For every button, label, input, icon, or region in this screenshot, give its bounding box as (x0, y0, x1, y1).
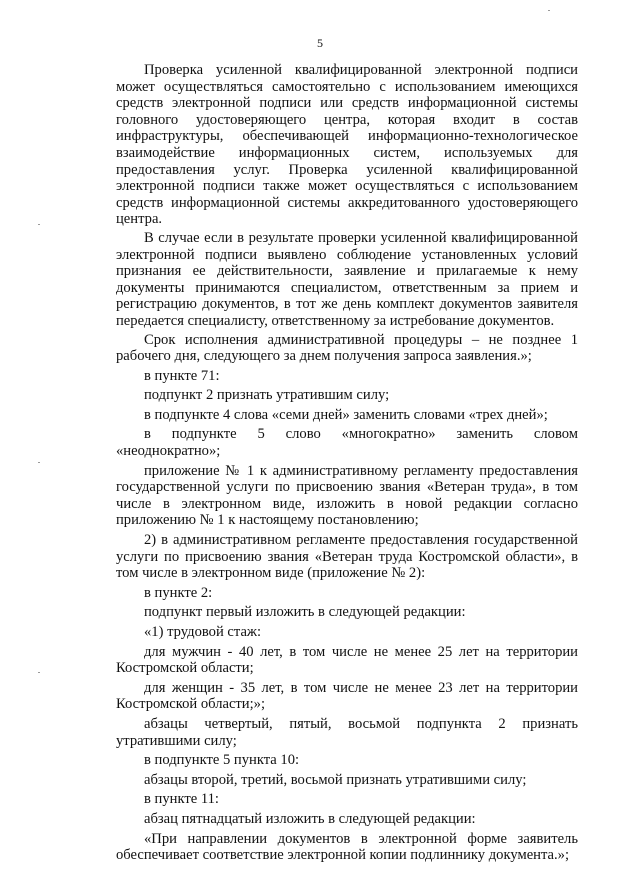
paragraph-abzac-15: абзац пятнадцатый изложить в следующей редакции: (144, 810, 476, 827)
paragraph-subclause-5-clause-10: в подпункте 5 пункта 10: (144, 752, 300, 769)
paragraph-clause-11: в пункте 11: (144, 791, 219, 808)
paragraph-subclause-first: подпункт первый изложить в следующей редакции: (144, 604, 466, 621)
paragraph-electronic-documents: «При направлении документов в электронной форме заявитель обеспечивает соответствие электронной копии подлиннику документа.»; (116, 830, 578, 864)
paragraph-appendix-1: приложение № 1 к административному регламенту предоставления государственной услуги по присвоению звания «Ветеран труда», в том числе в электронном виде, изложить в новой редакции согласно приложению № 1 к настоящему постановлению; (116, 462, 578, 529)
paragraph-signature-verification: Проверка усиленной квалифицированной электронной подписи может осуществляться самостоятельно с использованием имеющихся средств электронной подписи или средств информационной системы головного удостоверяющего центра, которая входит в состав инфраструктуры, обеспечивающей информационно-технологическое взаимодействие информационных систем, используемых для предоставления услуг. Проверка усиленной квалифицированной электронной подписи также может осуществляться с использованием средств информационной системы аккредитованного удостоверяющего центра. (116, 62, 578, 228)
paragraph-procedure-deadline: Срок исполнения административной процедуры – не позднее 1 рабочего дня, следующего за днем получения запроса заявления.»; (116, 331, 578, 365)
scan-speck (38, 462, 40, 463)
paragraph-work-experience: «1) трудовой стаж: (144, 624, 262, 640)
paragraph-abzacy-void: абзацы четвертый, пятый, восьмой подпункта 2 признать утратившими силу; (116, 715, 578, 749)
page-number: 5 (317, 36, 323, 50)
scan-speck (548, 10, 550, 11)
paragraph-clause-2: в пункте 2: (144, 584, 213, 601)
scan-speck (38, 672, 40, 673)
paragraph-subclause-4-replace: в подпункте 4 слова «семи дней» заменить словами «трех дней»; (144, 406, 548, 423)
paragraph-subclause-5-replace: в подпункте 5 слово «многократно» заменить словом «неоднократно»; (116, 426, 578, 460)
paragraph-abzacy-second-third: абзацы второй, третий, восьмой признать утратившими силу; (144, 771, 527, 788)
document-body (116, 62, 578, 864)
scan-speck (38, 224, 40, 225)
paragraph-clause-71: в пункте 71: (144, 367, 220, 384)
paragraph-subclause-2-void: подпункт 2 признать утратившим силу; (144, 387, 390, 404)
paragraph-men-experience: для мужчин - 40 лет, в том числе не менее 25 лет на территории Костромской области; (116, 643, 578, 677)
paragraph-verification-result: В случае если в результате проверки усиленной квалифицированной электронной подписи выявлено соблюдение установленных условий признания ее действительности, заявление и прилагаемые к нему документы принимаются специалистом, ответственным за прием и регистрацию документов, в тот же день комплект документов заявителя передается специалисту, ответственному за истребование документов. (116, 229, 578, 329)
paragraph-regulation-2: 2) в административном регламенте предоставления государственной услуги по присвоению звания «Ветеран труда Костромской области», в том числе в электронном виде (приложение № 2): (116, 532, 578, 582)
paragraph-women-experience: для женщин - 35 лет, в том числе не менее 23 лет на территории Костромской области;»; (116, 679, 578, 713)
